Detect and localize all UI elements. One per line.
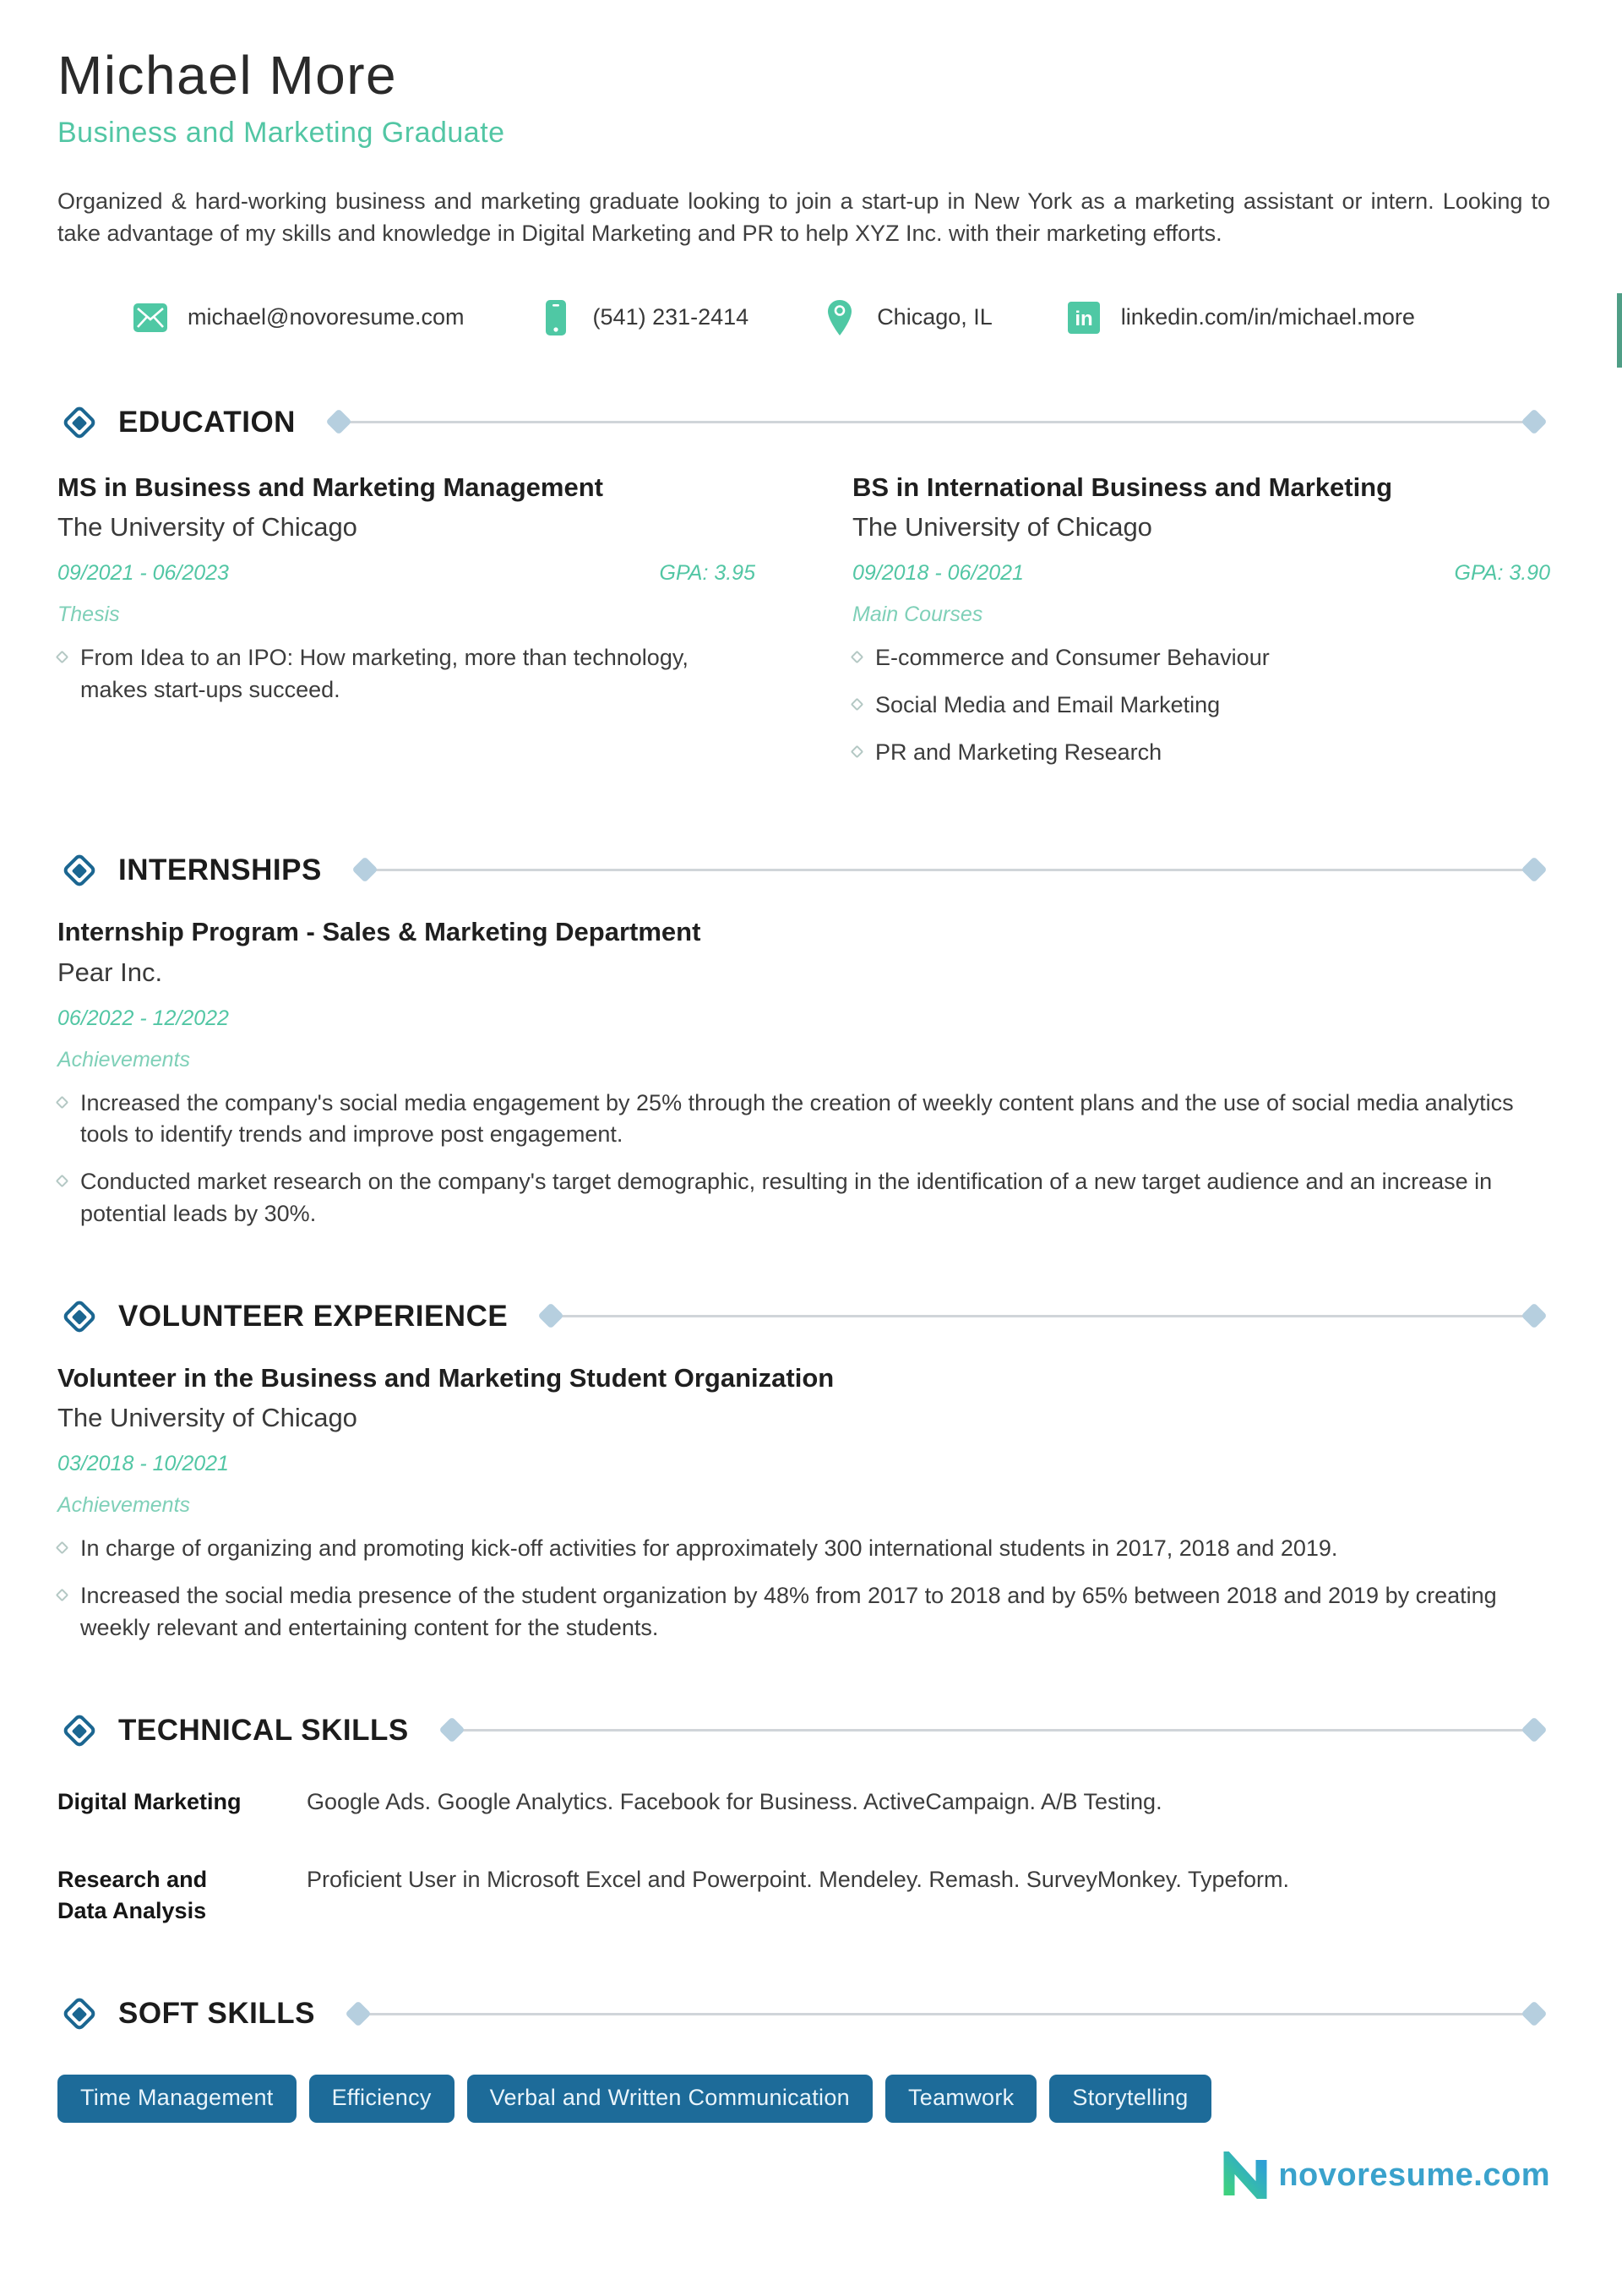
list-item [57,1088,1550,1152]
section-title-soft-skills: SOFT SKILLS [118,1997,315,2031]
right-edge-partial-button[interactable] [1617,293,1622,368]
education-gpa: GPA: 3.95 [659,561,755,586]
education-dates: 09/2018 - 06/2021 [852,561,1024,586]
education-gpa: GPA: 3.90 [1454,561,1550,586]
section-rule [448,1729,1538,1732]
education-entries [57,472,1550,784]
contact-phone[interactable] [537,299,749,336]
diamond-bullet-icon [56,1541,69,1555]
section-rule [335,421,1538,423]
education-bullets [852,642,1550,768]
section-title-internships: INTERNSHIPS [118,853,322,886]
education-heading-row [57,401,1550,444]
diamond-bullet-icon [851,745,864,759]
section-education [57,401,1550,784]
school-name: The University of Chicago [57,512,357,543]
soft-skill-pill: Efficiency [309,2075,454,2123]
volunteer-sublabel: Achievements [57,1493,191,1518]
diamond-bullet-icon [851,698,864,712]
section-volunteer [57,1295,1550,1644]
novoresume-brand-link[interactable]: novoresume.com [1278,2157,1550,2193]
organization-name: The University of Chicago [57,1403,357,1433]
list-item [852,737,1550,769]
section-title-volunteer: VOLUNTEER EXPERIENCE [118,1299,509,1333]
company-name: Pear Inc. [57,957,163,987]
skill-value: Proficient User in Microsoft Excel and Powerpoint. Mendeley. Remash. SurveyMonkey. Typeform. [307,1866,1289,1892]
skill-value: Google Ads. Google Analytics. Facebook for Business. ActiveCampaign. A/B Testing. [307,1788,1162,1814]
section-internships [57,848,1550,1230]
list-item [57,642,755,706]
contact-linkedin[interactable] [1065,299,1415,336]
footer-branding [57,2151,1550,2199]
education-sublabel: Main Courses [852,603,983,627]
list-item [57,1580,1550,1644]
section-diamond-icon [57,401,101,444]
person-job-title: Business and Marketing Graduate [57,117,505,149]
soft-skill-pill: Storytelling [1049,2075,1211,2123]
email-icon [132,299,169,336]
contact-row [132,299,1550,336]
volunteer-dates: 03/2018 - 10/2021 [57,1452,229,1476]
technical-skills-heading-row [57,1709,1550,1753]
diamond-bullet-icon [56,1095,69,1109]
volunteer-heading-row [57,1295,1550,1339]
bullet-text: From Idea to an IPO: How marketing, more than technology, makes start-ups succeed. [80,645,689,703]
bullet-text: Increased the social media presence of the student organization by 48% from 2017 to 2018 and by 65% between 2018 and 2019 by creating weekly relevant and entertaining content for the students. [80,1583,1497,1641]
section-rule [547,1315,1538,1317]
section-title-technical-skills: TECHNICAL SKILLS [118,1713,409,1747]
education-meta-row [852,561,1550,586]
list-item [852,690,1550,722]
internship-entry [57,916,1550,1230]
section-diamond-icon [57,1992,101,2036]
novoresume-logo-icon [1221,2151,1270,2199]
linkedin-icon [1065,299,1102,336]
section-rule [354,2013,1538,2015]
contact-phone-label: (541) 231-2414 [592,304,749,330]
soft-skill-pills [57,2075,1550,2123]
list-item [57,1166,1550,1230]
education-bullets [57,642,755,706]
soft-skills-heading-row [57,1992,1550,2036]
section-diamond-icon [57,1295,101,1339]
list-item [852,642,1550,674]
education-entry [852,472,1550,784]
diamond-bullet-icon [56,1175,69,1188]
diamond-bullet-icon [56,1589,69,1602]
section-diamond-icon [57,848,101,892]
diamond-bullet-icon [56,651,69,664]
section-title-education: EDUCATION [118,405,296,439]
education-meta-row [57,561,755,586]
soft-skill-pill: Time Management [57,2075,297,2123]
soft-skill-pill: Teamwork [885,2075,1037,2123]
summary-text: Organized & hard-working business and marketing graduate looking to join a start-up in New York as a marketing assistant or intern. Looking to take advantage of my skills and knowledge in Digital Marketing and PR to help XYZ Inc. with their marketing efforts. [57,188,1550,247]
education-dates: 09/2021 - 06/2023 [57,561,229,586]
bullet-text: In charge of organizing and promoting kick-off activities for approximately 300 international students in 2017, 2018 and 2019. [80,1535,1338,1562]
contact-location-label: Chicago, IL [877,304,993,330]
resume-header [57,44,1550,336]
bullet-text: Conducted market research on the company's target demographic, resulting in the identification of a new target audience and an increase in potential leads by 30%. [80,1169,1493,1226]
volunteer-meta-row [57,1452,1550,1476]
bullet-text: PR and Marketing Research [875,739,1162,765]
degree-title: MS in Business and Marketing Management [57,472,603,502]
section-diamond-icon [57,1709,101,1753]
skill-row [57,1864,1550,1928]
volunteer-title: Volunteer in the Business and Marketing Student Organization [57,1362,835,1393]
contact-linkedin-label: linkedin.com/in/michael.more [1120,304,1415,330]
soft-skill-pill: Verbal and Written Communication [467,2075,873,2123]
section-technical-skills [57,1709,1550,1928]
education-entry [57,472,755,784]
phone-icon [537,299,574,336]
skill-category-label: Digital Marketing [57,1788,242,1814]
svg-text:in: in [1075,307,1093,330]
internship-meta-row [57,1006,1550,1031]
technical-skill-rows [57,1786,1550,1928]
internship-title: Internship Program - Sales & Marketing Department [57,916,701,946]
skill-category-label: Research and Data Analysis [57,1866,208,1924]
education-sublabel: Thesis [57,603,120,627]
contact-email-label: michael@novoresume.com [188,304,465,330]
internships-heading-row [57,848,1550,892]
location-pin-icon [821,299,858,336]
person-name: Michael More [57,45,398,106]
volunteer-bullets [57,1533,1550,1644]
contact-email[interactable] [132,299,465,336]
internship-bullets [57,1088,1550,1230]
bullet-text: Social Media and Email Marketing [875,692,1221,718]
degree-title: BS in International Business and Marketing [852,472,1393,502]
volunteer-entry [57,1362,1550,1644]
section-soft-skills [57,1992,1550,2123]
school-name: The University of Chicago [852,512,1152,543]
list-item [57,1533,1550,1565]
diamond-bullet-icon [851,651,864,664]
contact-location[interactable] [821,299,993,336]
skill-row [57,1786,1550,1819]
bullet-text: E-commerce and Consumer Behaviour [875,645,1270,671]
bullet-text: Increased the company's social media engagement by 25% through the creation of weekly content plans and the use of social media analytics tools to identify trends and improve post engagement. [80,1089,1514,1148]
section-rule [361,869,1538,871]
internship-sublabel: Achievements [57,1047,191,1072]
internship-dates: 06/2022 - 12/2022 [57,1006,229,1030]
